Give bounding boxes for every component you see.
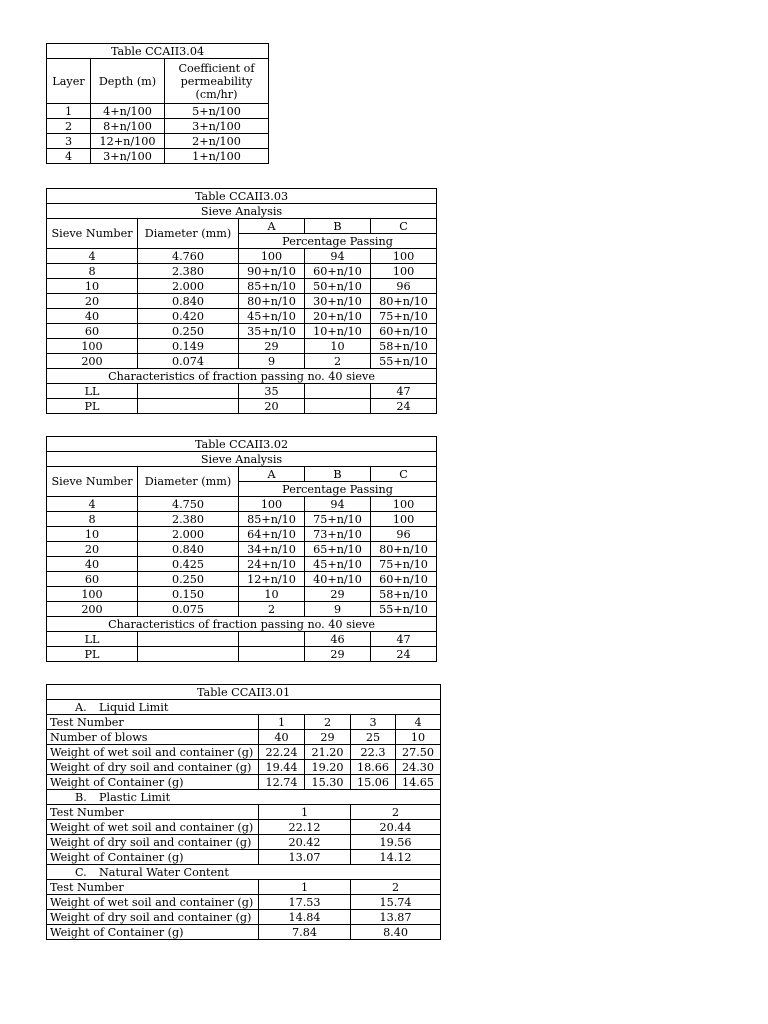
table-cell: 20 [47,542,138,557]
table-cell: 3 [351,715,396,730]
table-cell: 4.750 [138,497,239,512]
table-cell: LL [47,632,138,647]
table-cell: 9 [305,602,371,617]
table-cell: 2 [239,602,305,617]
col-b-header: B [305,219,371,234]
table-cell: 10 [396,730,441,745]
table-cell [138,632,239,647]
table-cell: Weight of wet soil and container (g) [47,745,259,760]
table-row [47,294,437,309]
permeability-header: Coefficient of permeability (cm/hr) [165,59,269,104]
table-row [47,149,269,164]
table-cell [305,399,371,414]
table-row [47,715,441,730]
table-cell: 35 [239,384,305,399]
table-cell: 2 [47,119,91,134]
table-cell: 4+n/100 [91,104,165,119]
table-subtitle: Sieve Analysis [47,452,437,467]
table-row [47,134,269,149]
table-row [47,602,437,617]
table-cell: 40+n/10 [305,572,371,587]
table-cell: 30+n/10 [305,294,371,309]
section-c-heading: C. Natural Water Content [47,865,441,880]
table-cell: 18.66 [351,760,396,775]
table-cell: 50+n/10 [305,279,371,294]
table-cell: 22.12 [259,820,351,835]
table-cell: 20.44 [351,820,441,835]
table-ccaii3-02 [46,436,437,662]
table-cell: 29 [239,339,305,354]
table-row [47,910,441,925]
table-cell: 1 [47,104,91,119]
table-cell: 21.20 [305,745,351,760]
table-title: Table CCAII3.02 [47,437,437,452]
table-title: Table CCAII3.03 [47,189,437,204]
table-cell: Weight of Container (g) [47,850,259,865]
col-c-header: C [371,219,437,234]
table-row [47,339,437,354]
table-cell: 40 [259,730,305,745]
table-row [47,925,441,940]
table-cell: 22.3 [351,745,396,760]
sieve-number-header: Sieve Number [47,219,138,249]
table-cell: 94 [305,497,371,512]
table-cell: 0.840 [138,542,239,557]
table-cell: 73+n/10 [305,527,371,542]
table-row [47,572,437,587]
table-ccaii3-04 [46,43,269,164]
table-cell: 4 [396,715,441,730]
table-cell: 7.84 [259,925,351,940]
table-row [47,399,437,414]
table-cell: 15.74 [351,895,441,910]
table-cell: 8.40 [351,925,441,940]
table-cell: 0.250 [138,572,239,587]
table-row [47,497,437,512]
table-cell: 13.87 [351,910,441,925]
table-cell [239,647,305,662]
table-row [47,542,437,557]
table-cell: 5+n/100 [165,104,269,119]
table-cell: LL [47,384,138,399]
col-b-header: B [305,467,371,482]
table-cell: 55+n/10 [371,354,437,369]
table-row [47,354,437,369]
table-cell: 75+n/10 [371,557,437,572]
table-row [47,587,437,602]
table-cell: 22.24 [259,745,305,760]
table-cell: 4.760 [138,249,239,264]
table-cell: 14.12 [351,850,441,865]
table-cell: 2 [351,805,441,820]
table-cell: 200 [47,354,138,369]
table-row [47,264,437,279]
table-cell: 1 [259,805,351,820]
table-row [47,527,437,542]
table-row [47,775,441,790]
table-cell: Number of blows [47,730,259,745]
table-cell: 45+n/10 [239,309,305,324]
table-row [47,647,437,662]
table-cell: 0.840 [138,294,239,309]
table-cell: 200 [47,602,138,617]
table-cell: 96 [371,527,437,542]
table-cell: 94 [305,249,371,264]
table-cell [305,384,371,399]
table-cell: 60 [47,324,138,339]
table-cell: 17.53 [259,895,351,910]
table-cell: 4 [47,497,138,512]
col-a-header: A [239,219,305,234]
table-cell: 100 [239,497,305,512]
layer-header: Layer [47,59,91,104]
table-cell: 20.42 [259,835,351,850]
table-cell: 4 [47,149,91,164]
table-cell: Weight of wet soil and container (g) [47,820,259,835]
table-cell: Weight of Container (g) [47,925,259,940]
diameter-header: Diameter (mm) [138,467,239,497]
table-row [47,279,437,294]
table-cell: 15.30 [305,775,351,790]
table-cell [239,632,305,647]
table-cell: 0.074 [138,354,239,369]
table-cell: 1 [259,880,351,895]
table-cell: 90+n/10 [239,264,305,279]
table-cell [138,399,239,414]
table-cell: 8 [47,264,138,279]
table-row [47,760,441,775]
table-row [47,512,437,527]
table-cell: 46 [305,632,371,647]
table-cell: 29 [305,647,371,662]
table-cell: 2 [351,880,441,895]
table-cell: 9 [239,354,305,369]
table-cell: 19.44 [259,760,305,775]
table-cell: 0.150 [138,587,239,602]
table-cell: 85+n/10 [239,279,305,294]
table-cell: 35+n/10 [239,324,305,339]
table-row [47,805,441,820]
table-cell: 100 [371,249,437,264]
table-cell: 10 [305,339,371,354]
table-row [47,895,441,910]
sieve-number-header: Sieve Number [47,467,138,497]
table-row [47,880,441,895]
table-cell: 60+n/10 [371,572,437,587]
table-cell: 40 [47,557,138,572]
table-cell: 3+n/100 [165,119,269,134]
table-row [47,557,437,572]
table-cell: 20 [47,294,138,309]
table-row [47,384,437,399]
table-cell: 0.075 [138,602,239,617]
table-subtitle: Sieve Analysis [47,204,437,219]
table-row [47,249,437,264]
table-cell: 47 [371,384,437,399]
table-cell: 96 [371,279,437,294]
table-row [47,745,441,760]
table-cell: 13.07 [259,850,351,865]
table-cell: 12+n/100 [91,134,165,149]
table-cell: 64+n/10 [239,527,305,542]
table-cell: 10+n/10 [305,324,371,339]
table-cell: 27.50 [396,745,441,760]
table-cell: 25 [351,730,396,745]
table-cell: 58+n/10 [371,587,437,602]
table-cell: 80+n/10 [371,542,437,557]
table-cell: 100 [371,512,437,527]
section-b-heading: B. Plastic Limit [47,790,441,805]
table-row [47,730,441,745]
depth-header: Depth (m) [91,59,165,104]
table-cell: 24 [371,647,437,662]
table-cell: 20 [239,399,305,414]
table-cell: 34+n/10 [239,542,305,557]
table-cell: 2 [305,715,351,730]
table-cell: 29 [305,730,351,745]
table-cell: Weight of wet soil and container (g) [47,895,259,910]
table-cell: 0.425 [138,557,239,572]
table-cell: 2.000 [138,527,239,542]
table-cell: 20+n/10 [305,309,371,324]
table-cell: Weight of dry soil and container (g) [47,835,259,850]
table-cell: 2.380 [138,512,239,527]
table-row [47,850,441,865]
table-cell: 10 [47,527,138,542]
table-cell: 45+n/10 [305,557,371,572]
table-cell: 100 [239,249,305,264]
diameter-header: Diameter (mm) [138,219,239,249]
table-cell: 100 [47,339,138,354]
table-cell: 0.250 [138,324,239,339]
table-cell: 0.149 [138,339,239,354]
table-row [47,835,441,850]
table-cell: 19.56 [351,835,441,850]
percentage-passing-header: Percentage Passing [239,234,437,249]
table-cell: 2 [305,354,371,369]
table-title: Table CCAII3.01 [47,685,441,700]
table-cell: 8+n/100 [91,119,165,134]
table-cell: 3 [47,134,91,149]
characteristics-label: Characteristics of fraction passing no. 40 sieve [47,617,437,632]
table-cell: 12+n/10 [239,572,305,587]
table-cell: 60+n/10 [305,264,371,279]
table-cell [138,647,239,662]
table-cell: PL [47,399,138,414]
table-row [47,309,437,324]
table-cell: PL [47,647,138,662]
table-cell: Weight of dry soil and container (g) [47,760,259,775]
table-cell [138,384,239,399]
section-a-heading: A. Liquid Limit [47,700,441,715]
col-c-header: C [371,467,437,482]
table-cell: 40 [47,309,138,324]
table-cell: 19.20 [305,760,351,775]
table-ccaii3-03 [46,188,437,414]
table-cell: 100 [371,497,437,512]
table-cell: 2.000 [138,279,239,294]
table-ccaii3-01 [46,684,441,940]
table-cell: 0.420 [138,309,239,324]
table-cell: 47 [371,632,437,647]
table-cell: 58+n/10 [371,339,437,354]
table-cell: 24+n/10 [239,557,305,572]
table-cell: 24.30 [396,760,441,775]
table-cell: 2+n/100 [165,134,269,149]
col-a-header: A [239,467,305,482]
table-cell: Weight of dry soil and container (g) [47,910,259,925]
table-title: Table CCAII3.04 [47,44,269,59]
table-cell: 80+n/10 [239,294,305,309]
table-cell: 3+n/100 [91,149,165,164]
table-row [47,104,269,119]
table-cell: 8 [47,512,138,527]
table-cell: 12.74 [259,775,305,790]
table-cell: 2.380 [138,264,239,279]
table-cell: 100 [47,587,138,602]
percentage-passing-header: Percentage Passing [239,482,437,497]
characteristics-label: Characteristics of fraction passing no. 40 sieve [47,369,437,384]
table-cell: Test Number [47,880,259,895]
table-cell: 60+n/10 [371,324,437,339]
table-row [47,632,437,647]
table-cell: 100 [371,264,437,279]
table-row [47,820,441,835]
table-cell: Weight of Container (g) [47,775,259,790]
table-cell: 85+n/10 [239,512,305,527]
table-cell: 14.84 [259,910,351,925]
table-cell: 15.06 [351,775,396,790]
table-cell: 10 [239,587,305,602]
table-cell: 14.65 [396,775,441,790]
table-cell: 29 [305,587,371,602]
table-cell: 24 [371,399,437,414]
table-cell: 65+n/10 [305,542,371,557]
table-cell: 4 [47,249,138,264]
table-cell: 80+n/10 [371,294,437,309]
table-cell: Test Number [47,805,259,820]
table-row [47,119,269,134]
table-cell: Test Number [47,715,259,730]
table-row [47,324,437,339]
table-cell: 75+n/10 [305,512,371,527]
table-cell: 75+n/10 [371,309,437,324]
table-cell: 60 [47,572,138,587]
table-cell: 10 [47,279,138,294]
table-cell: 1+n/100 [165,149,269,164]
table-cell: 1 [259,715,305,730]
table-cell: 55+n/10 [371,602,437,617]
